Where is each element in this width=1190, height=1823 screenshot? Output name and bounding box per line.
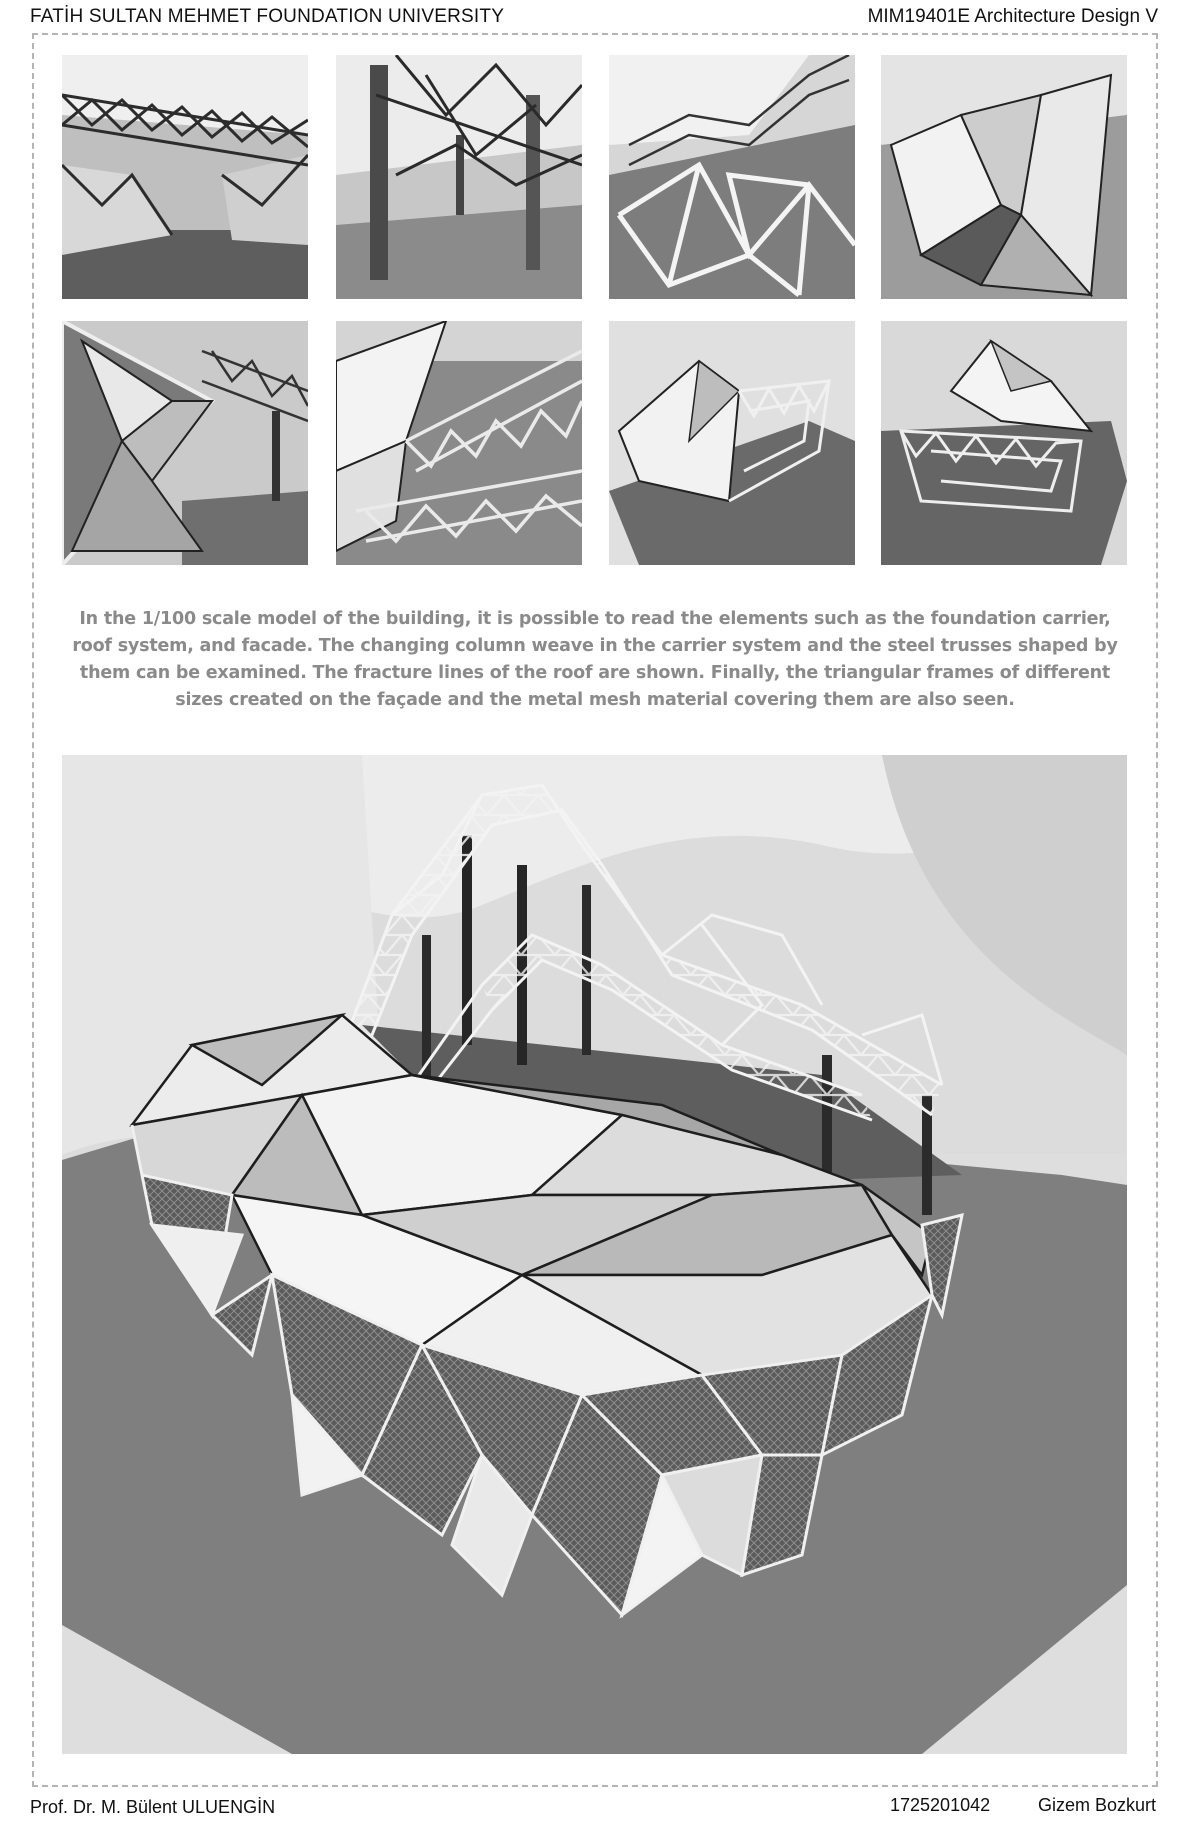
institution-name: FATİH SULTAN MEHMET FOUNDATION UNIVERSITY xyxy=(30,6,505,27)
model-description: In the 1/100 scale model of the building, it is possible to read the elements such as the foundation carrier, roof system, and facade. The changing column weave in the carrier system and the steel trusses shaped by them can be examined. The fracture lines of the roof are shown. Finally, the triangular frames of different sizes created on the façade and the metal mesh material covering them are also seen. xyxy=(72,609,1118,710)
instructor-name: Prof. Dr. M. Bülent ULUENGİN xyxy=(30,1797,276,1817)
photo-interior-columns xyxy=(336,55,582,299)
course-title: MIM19401E Architecture Design V xyxy=(867,6,1158,27)
student-name: Gizem Bozkurt xyxy=(1037,1795,1156,1815)
photo-facade-triangular-frames xyxy=(881,55,1127,299)
student-id: 1725201042 xyxy=(890,1795,991,1815)
photo-roof-truss-corner xyxy=(609,55,855,299)
photo-roof-opening-trusses xyxy=(336,321,582,565)
photo-interior-truss-canopy xyxy=(62,55,308,299)
photo-model-main-view xyxy=(62,755,1127,1754)
photo-facade-mesh-corner xyxy=(62,321,308,565)
photo-model-overview-top xyxy=(881,321,1127,565)
photo-model-overview-side xyxy=(609,321,855,565)
